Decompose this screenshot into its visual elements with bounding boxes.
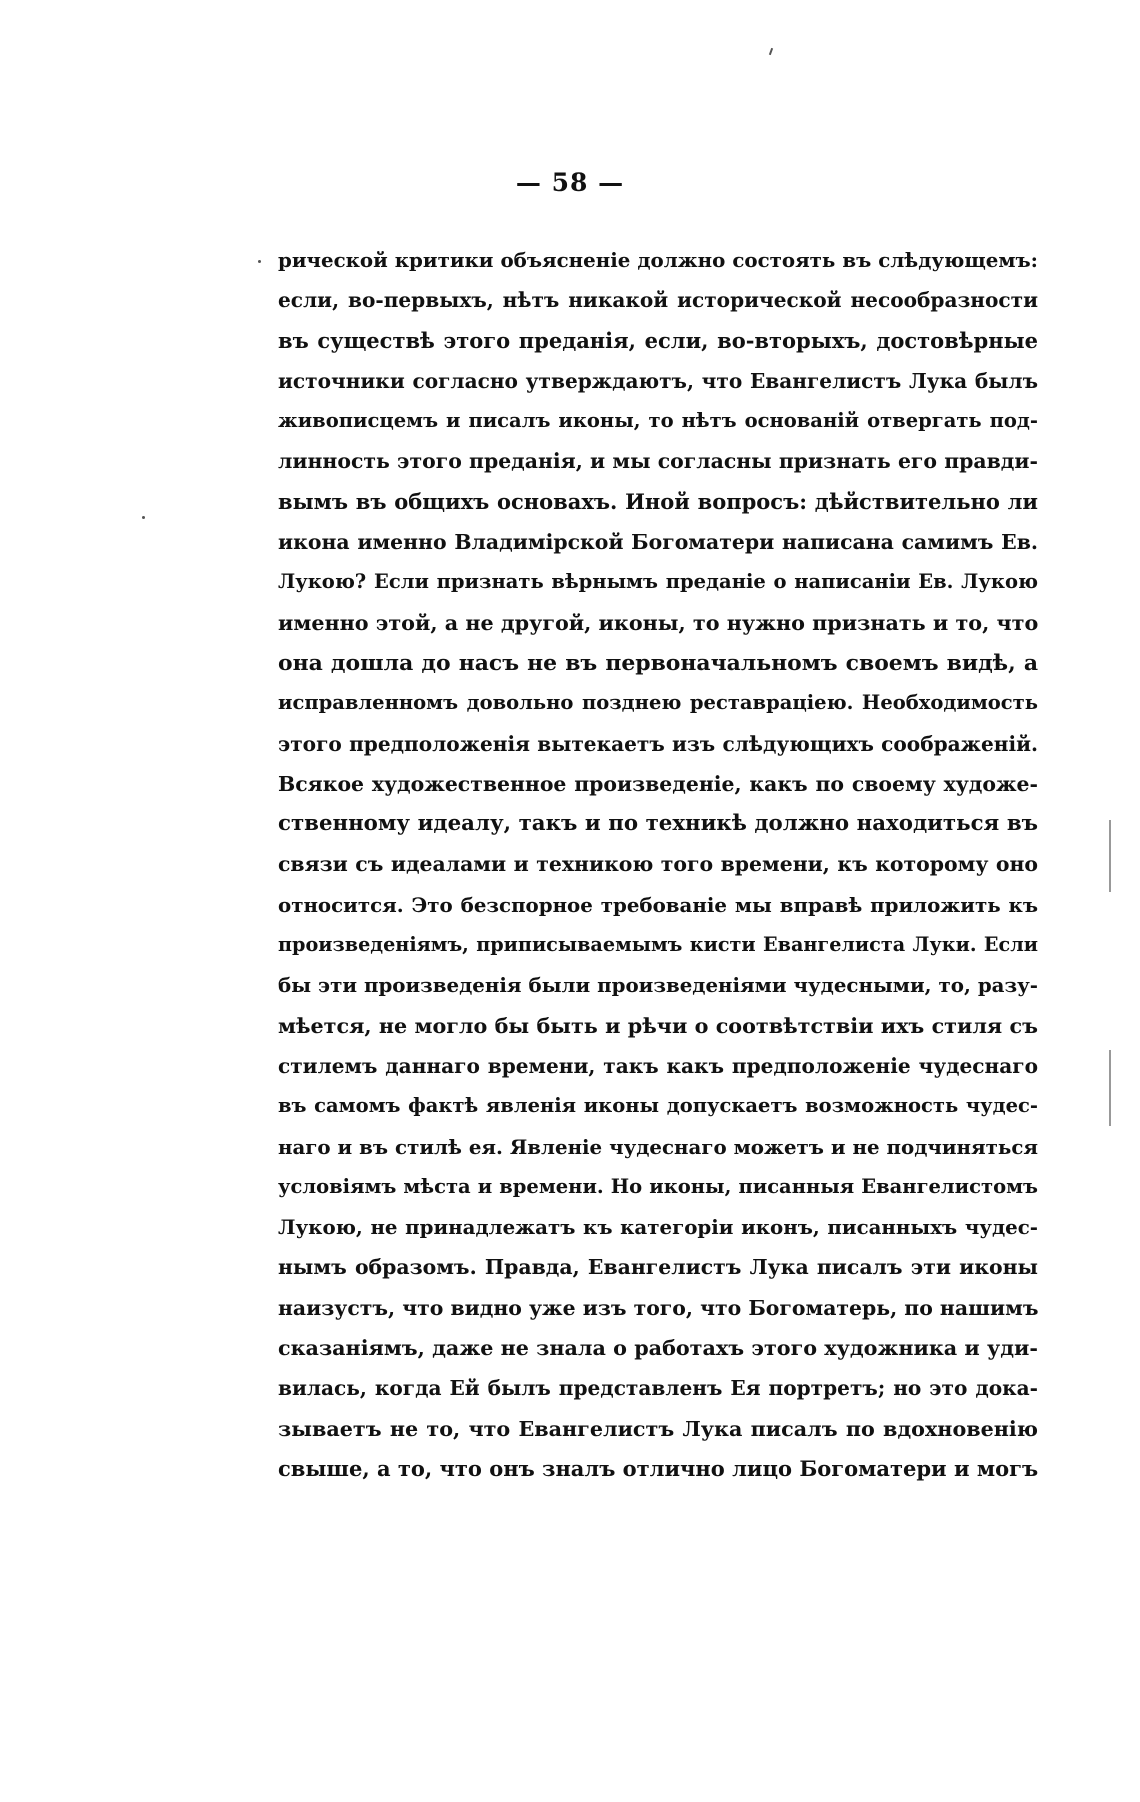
text-line: исправленномъ довольно позднею реставраціею. Необходимость [278,691,1038,715]
text-line: Лукою, не принадлежатъ къ категоріи иконъ, писанныхъ чудес- [278,1215,1038,1240]
text-line: ственному идеалу, такъ и по техникѣ должно находиться въ [278,811,1038,837]
text-line: она дошла до насъ не въ первоначальномъ своемъ видѣ, а [278,649,1038,676]
text-line: если, во-первыхъ, нѣтъ никакой исторической несообразности [278,288,1038,313]
text-line: условіямъ мѣста и времени. Но иконы, писанныя Евангелистомъ [278,1174,1038,1198]
text-line: икона именно Владимірской Богоматери написана самимъ Ев. [278,530,1038,555]
text-line: наго и въ стилѣ ея. Явленіе чудеснаго можетъ и не подчиняться [278,1134,1038,1159]
text-line: именно этой, а не другой, иконы, то нужно признать и то, что [278,610,1038,635]
page-number: — 58 — [515,168,625,197]
text-line: Лукою? Если признать вѣрнымъ преданіе о написаніи Ев. Лукою [278,570,1038,594]
text-line: этого предположенія вытекаетъ изъ слѣдующихъ соображеній. [278,731,1038,756]
scan-speck [258,260,261,263]
scan-edge-mark [1109,1050,1111,1126]
text-line: вымъ въ общихъ основахъ. Иной вопросъ: дѣйствительно ли [278,488,1038,514]
text-line: наизустъ, что видно уже изъ того, что Богоматерь, по нашимъ [278,1295,1038,1320]
scan-edge-mark [1109,820,1111,892]
body-text [278,240,1038,1489]
text-line: Всякое художественное произведеніе, какъ по своему художе- [278,771,1038,796]
text-line: линность этого преданія, и мы согласны признать его правди- [278,449,1038,474]
text-line: свыше, а то, что онъ зналъ отлично лицо Богоматери и могъ [278,1455,1038,1481]
text-line: сказаніямъ, даже не знала о работахъ этого художника и уди- [278,1336,1038,1361]
text-line: источники согласно утверждаютъ, что Евангелистъ Лука былъ [278,368,1038,393]
text-line: въ самомъ фактѣ явленія иконы допускаетъ возможность чудес- [278,1094,1038,1118]
text-line: въ существѣ этого преданія, если, во-вторыхъ, достовѣрные [278,327,1038,353]
text-line: связи съ идеалами и техникою того времени, къ которому оно [278,852,1038,877]
text-line: нымъ образомъ. Правда, Евангелистъ Лука писалъ эти иконы [278,1255,1038,1280]
text-line: мѣется, не могло бы быть и рѣчи о соотвѣтствіи ихъ стиля съ [278,1013,1038,1038]
scan-speck [769,48,773,55]
text-line: вилась, когда Ей былъ представленъ Ея портретъ; но это дока- [278,1376,1038,1401]
text-line: стилемъ даннаго времени, такъ какъ предположеніе чудеснаго [278,1053,1038,1078]
text-line: бы эти произведенія были произведеніями чудесными, то, разу- [278,973,1038,998]
scan-speck [142,516,145,519]
text-line: рической критики объясненіе должно состоять въ слѣдующемъ: [278,248,1038,272]
text-line: относится. Это безспорное требованіе мы вправѣ приложить къ [278,892,1038,917]
text-line: живописцемъ и писалъ иконы, то нѣтъ основаній отвергать под- [278,409,1038,433]
text-line: произведеніямъ, приписываемымъ кисти Евангелиста Луки. Если [278,933,1038,957]
text-line: зываетъ не то, что Евангелистъ Лука писалъ по вдохновенію [278,1416,1038,1441]
